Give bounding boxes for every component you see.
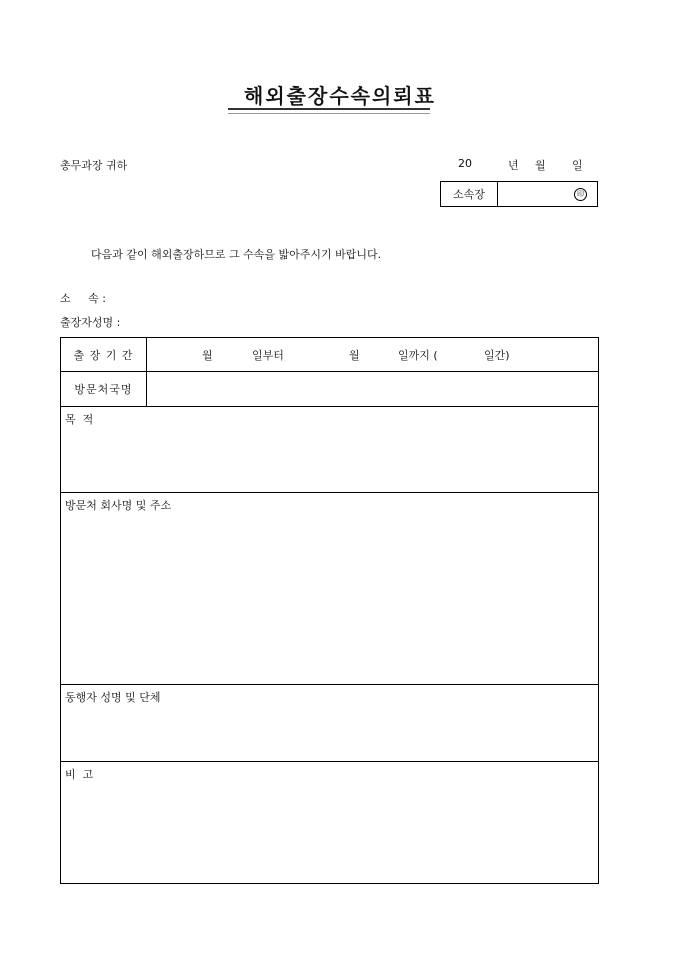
traveler-name-label: 출장자성명 : xyxy=(60,316,121,329)
company-label: 방문처 회사명 및 주소 xyxy=(65,499,172,512)
travel-request-table xyxy=(60,337,599,884)
purpose-label: 목 적 xyxy=(65,413,94,426)
addressee: 총무과장 귀하 xyxy=(60,159,128,172)
purpose-field[interactable] xyxy=(61,407,599,493)
period-end-day: 일까지 ( xyxy=(398,348,438,362)
period-end-month: 월 xyxy=(349,348,360,362)
seal-box xyxy=(440,181,598,207)
seal-stamp-icon: 印 xyxy=(574,188,587,201)
country-field[interactable] xyxy=(147,372,599,407)
period-start-month: 월 xyxy=(202,348,213,362)
period-start-day: 일부터 xyxy=(252,348,284,362)
title-underline-thin xyxy=(228,113,430,114)
period-days: 일간) xyxy=(484,348,510,362)
period-field[interactable] xyxy=(147,338,599,372)
row-company xyxy=(61,493,599,685)
date-year-unit: 년 xyxy=(508,159,519,172)
row-purpose xyxy=(61,407,599,493)
row-period xyxy=(61,338,599,372)
page-title: 해외출장수속의뢰표 xyxy=(244,84,436,108)
affiliation-label: 소 속 : xyxy=(60,292,106,305)
country-label: 방문처국명 xyxy=(61,372,147,407)
remarks-field[interactable] xyxy=(61,762,599,884)
period-label: 출 장 기 간 xyxy=(61,338,147,372)
companion-label: 동행자 성명 및 단체 xyxy=(65,691,161,704)
request-text: 다음과 같이 해외출장하므로 그 수속을 밟아주시기 바랍니다. xyxy=(91,248,382,261)
company-field[interactable] xyxy=(61,493,599,685)
date-day-unit: 일 xyxy=(572,159,583,172)
companion-field[interactable] xyxy=(61,685,599,762)
date-year-prefix: 20 xyxy=(458,157,472,170)
row-country xyxy=(61,372,599,407)
remarks-label: 비 고 xyxy=(65,768,94,781)
seal-box-label: 소속장 xyxy=(441,182,498,206)
date-month-unit: 월 xyxy=(535,159,546,172)
row-companion xyxy=(61,685,599,762)
seal-box-value[interactable] xyxy=(498,182,597,206)
row-remarks xyxy=(61,762,599,884)
